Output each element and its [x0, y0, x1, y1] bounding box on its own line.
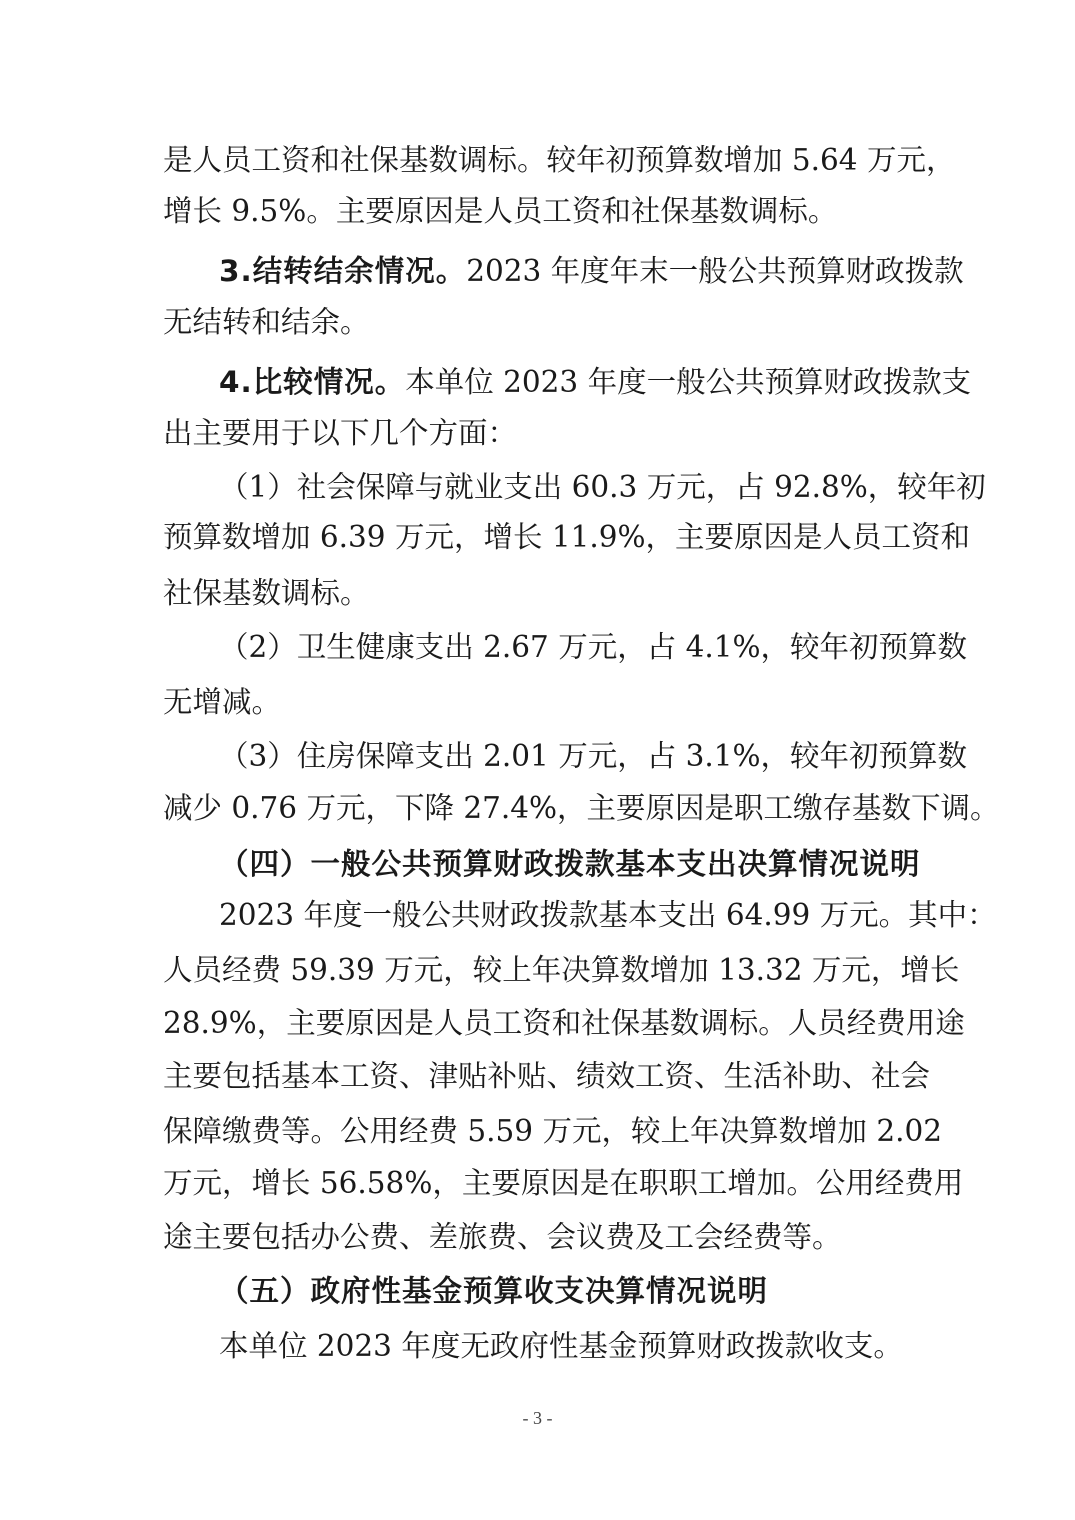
p3-line2: 出主要用于以下几个方面： [163, 416, 518, 450]
p7-line6: 万元，增长 56.58%，主要原因是在职职工增加。公用经费用 [163, 1166, 964, 1200]
section-heading-5: （五）政府性基金预算收支决算情况说明 [219, 1274, 769, 1308]
p5-line2: 无增减。 [163, 685, 282, 719]
p4-line1: （1）社会保障与就业支出 60.3 万元，占 92.8%，较年初 [219, 470, 986, 504]
p2-line1-text: 2023 年度年末一般公共预算财政拨款 [466, 254, 964, 288]
p7-line1: 2023 年度一般公共财政拨款基本支出 64.99 万元。其中： [219, 898, 997, 932]
p6-line1: （3）住房保障支出 2.01 万元，占 3.1%，较年初预算数 [219, 739, 968, 773]
p5-line1: （2）卫生健康支出 2.67 万元，占 4.1%，较年初预算数 [219, 630, 968, 664]
p1-line2: 增长 9.5%。主要原因是人员工资和社保基数调标。 [163, 194, 838, 228]
page-number: - 3 - [522, 1408, 553, 1428]
p3-line1 [219, 362, 972, 402]
section-4-title: 4.比较情况。 [219, 365, 406, 399]
p4-line3: 社保基数调标。 [163, 576, 370, 610]
p2-line1 [219, 251, 964, 291]
p2-line2: 无结转和结余。 [163, 305, 370, 339]
section-3-title: 3.结转结余情况。 [219, 254, 467, 288]
p1-line1: 是人员工资和社保基数调标。较年初预算数增加 5.64 万元， [163, 143, 956, 177]
p3-line1-text: 本单位 2023 年度一般公共预算财政拨款支 [405, 365, 972, 399]
p7-line4: 主要包括基本工资、津贴补贴、绩效工资、生活补助、社会 [163, 1059, 931, 1093]
p4-line2: 预算数增加 6.39 万元，增长 11.9%，主要原因是人员工资和 [163, 520, 971, 554]
p7-line7: 途主要包括办公费、差旅费、会议费及工会经费等。 [163, 1220, 842, 1254]
section-heading-4: （四）一般公共预算财政拨款基本支出决算情况说明 [219, 847, 921, 881]
p6-line2: 减少 0.76 万元，下降 27.4%，主要原因是职工缴存基数下调。 [163, 791, 1000, 825]
p7-line2: 人员经费 59.39 万元，较上年决算数增加 13.32 万元，增长 [163, 953, 960, 987]
p7-line5: 保障缴费等。公用经费 5.59 万元，较上年决算数增加 2.02 [163, 1114, 942, 1148]
p8-line1: 本单位 2023 年度无政府性基金预算财政拨款收支。 [219, 1329, 903, 1363]
p7-line3: 28.9%，主要原因是人员工资和社保基数调标。人员经费用途 [163, 1006, 965, 1040]
